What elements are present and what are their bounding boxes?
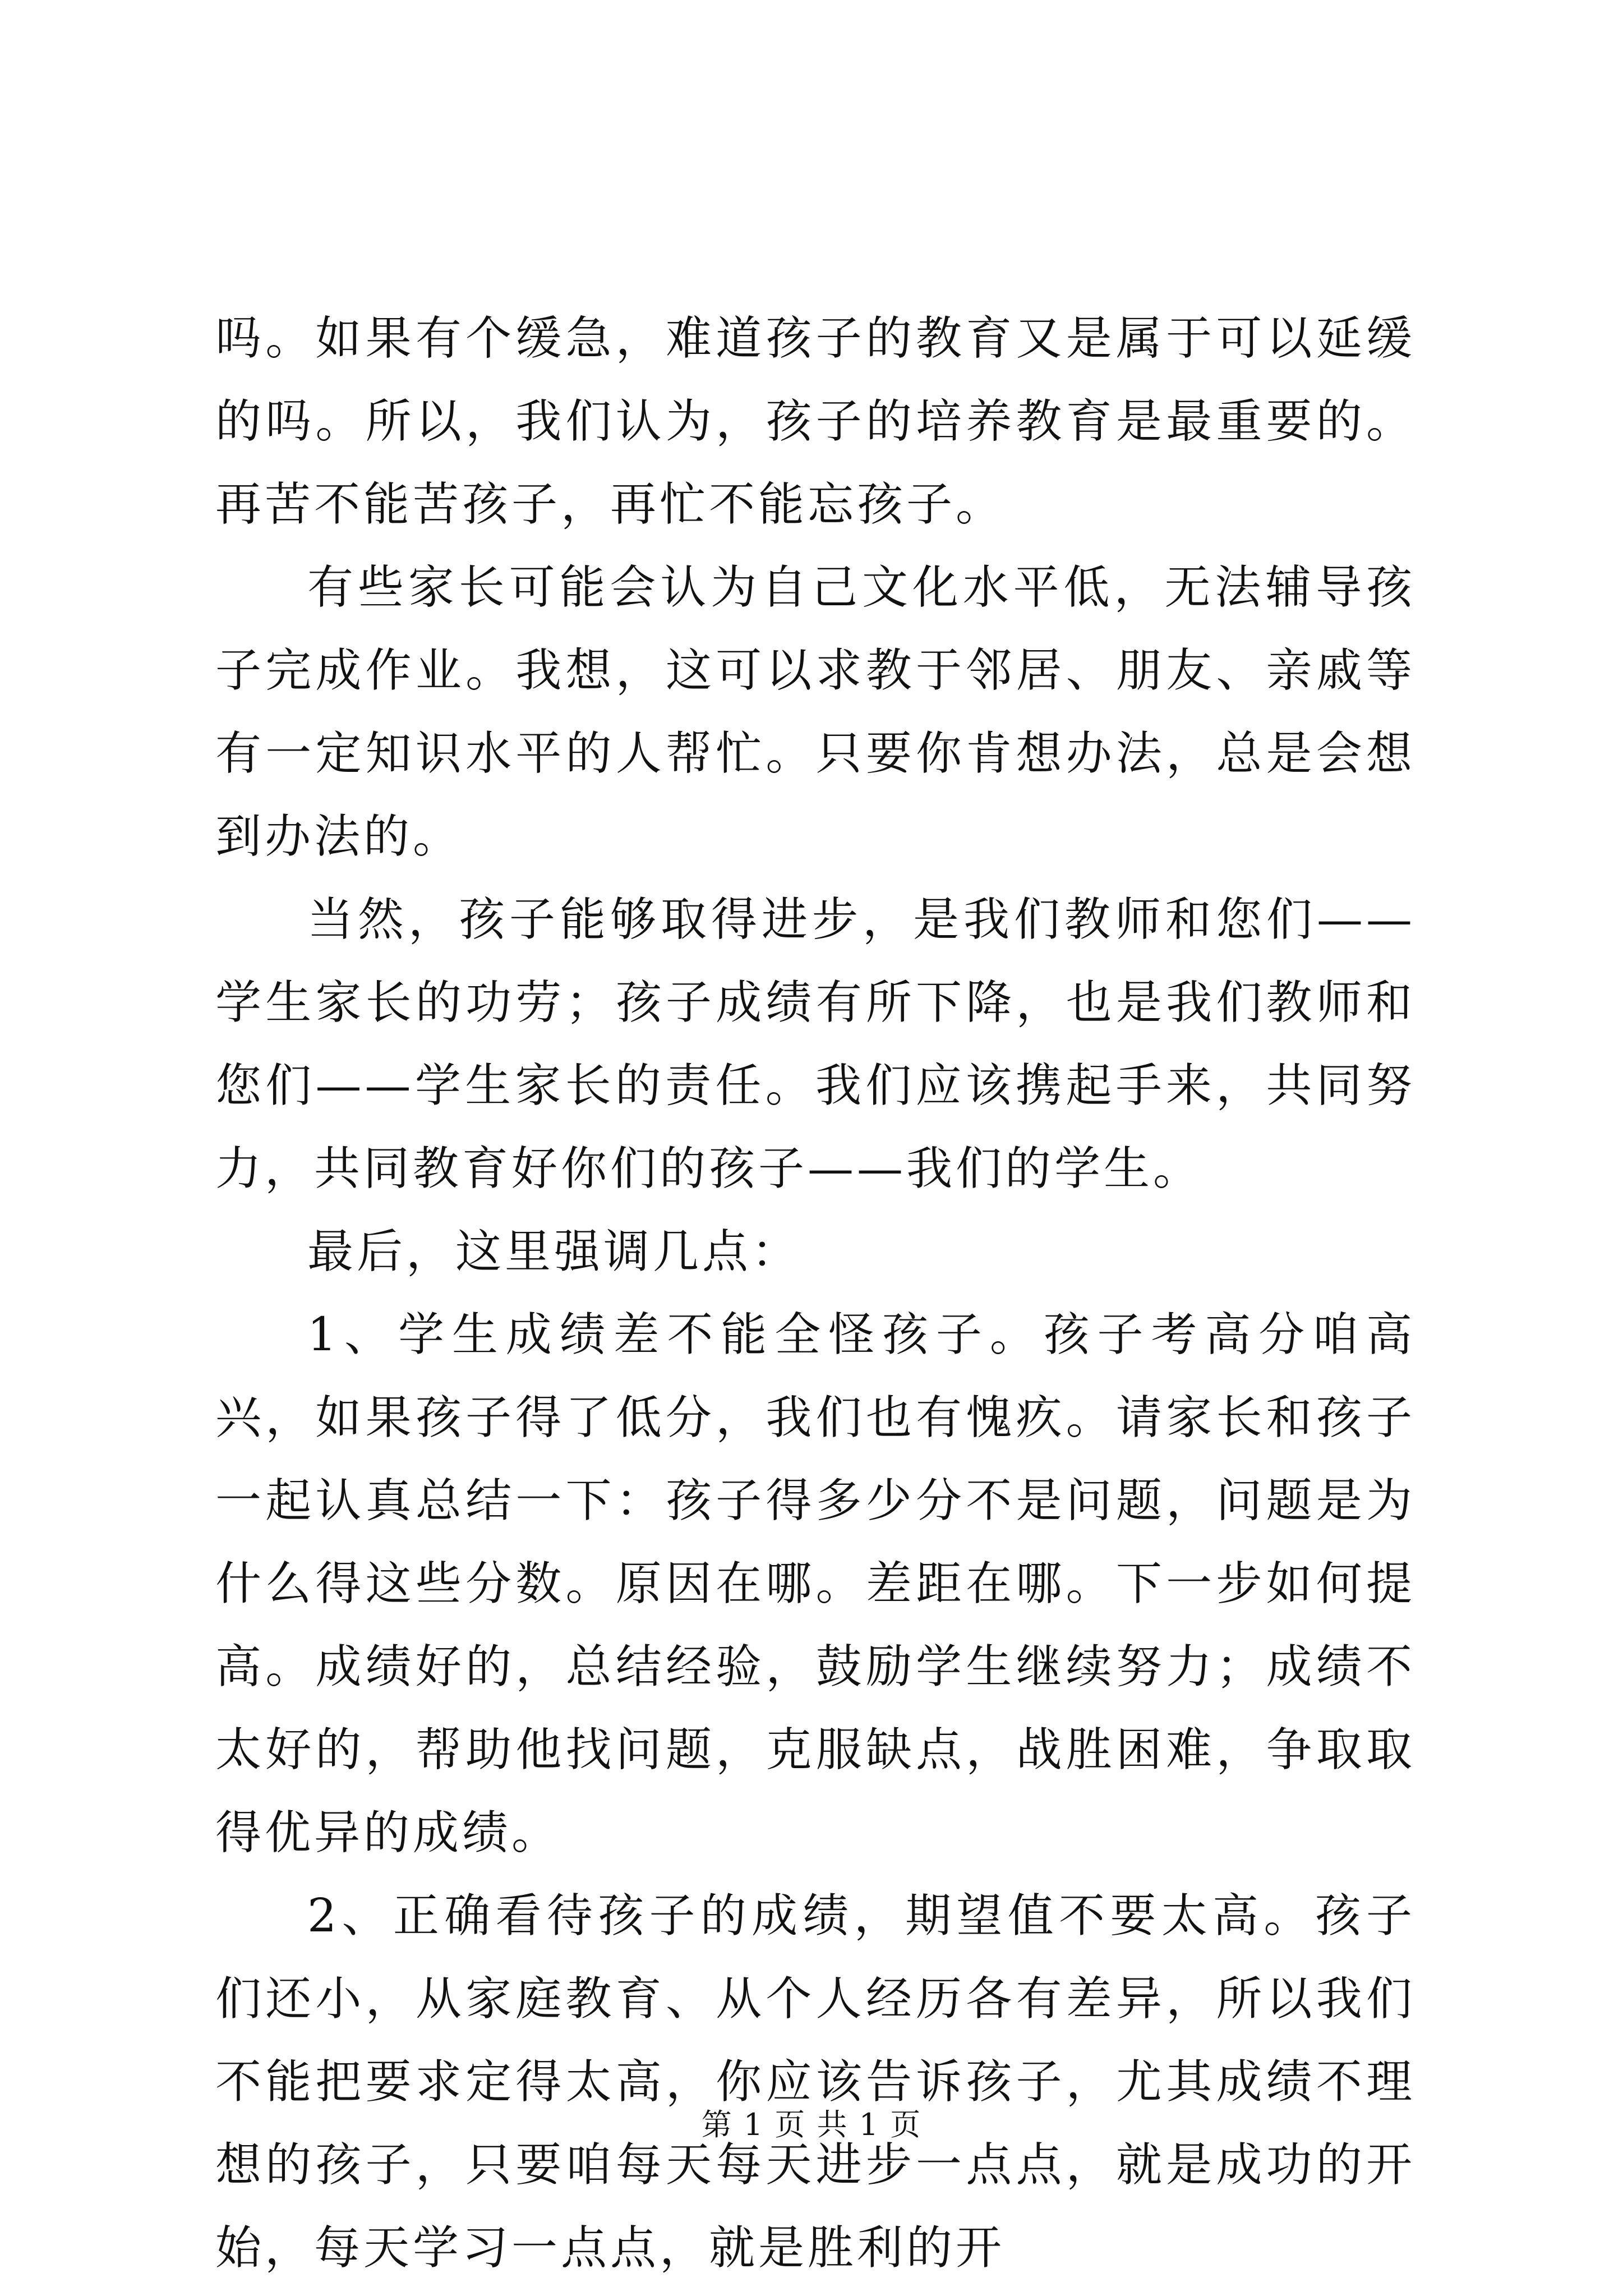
- paragraph-continuation: 吗。如果有个缓急，难道孩子的教育又是属于可以延缓的吗。所以，我们认为，孩子的培养教育是最重要的。再苦不能苦孩子，再忙不能忘孩子。: [215, 312, 1415, 531]
- page-footer: 第 1 页 共 1 页: [701, 2107, 922, 2142]
- paragraph-parents-help: 有些家长可能会认为自己文化水平低，无法辅导孩子完成作业。我想，这可以求教于邻居、朋友、亲戚等有一定知识水平的人帮忙。只要你肯想办法，总是会想到办法的。: [215, 561, 1415, 863]
- paragraph-emphasis-intro: 最后，这里强调几点：: [307, 1225, 801, 1278]
- paragraph-shared-responsibility: 当然，孩子能够取得进步，是我们教师和您们——学生家长的功劳；孩子成绩有所下降，也是我们教师和您们——学生家长的责任。我们应该携起手来，共同努力，共同教育好你们的孩子——我们的学生。: [215, 893, 1415, 1195]
- body-text: [215, 297, 1415, 2290]
- paragraph-point-1: 1、学生成绩差不能全怪孩子。孩子考高分咱高兴，如果孩子得了低分，我们也有愧疚。请家长和孩子一起认真总结一下：孩子得多少分不是问题，问题是为什么得这些分数。原因在哪。差距在哪。下一步如何提高。成绩好的，总结经验，鼓励学生继续努力；成绩不太好的，帮助他找问题，克服缺点，战胜困难，争取取得优异的成绩。: [215, 1308, 1415, 1860]
- paragraph-point-2: 2、正确看待孩子的成绩，期望值不要太高。孩子们还小，从家庭教育、从个人经历各有差异，所以我们不能把要求定得太高，你应该告诉孩子，尤其成绩不理想的孩子，只要咱每天每天进步一点点，就是成功的开始，每天学习一点点，就是胜利的开: [215, 1889, 1415, 2275]
